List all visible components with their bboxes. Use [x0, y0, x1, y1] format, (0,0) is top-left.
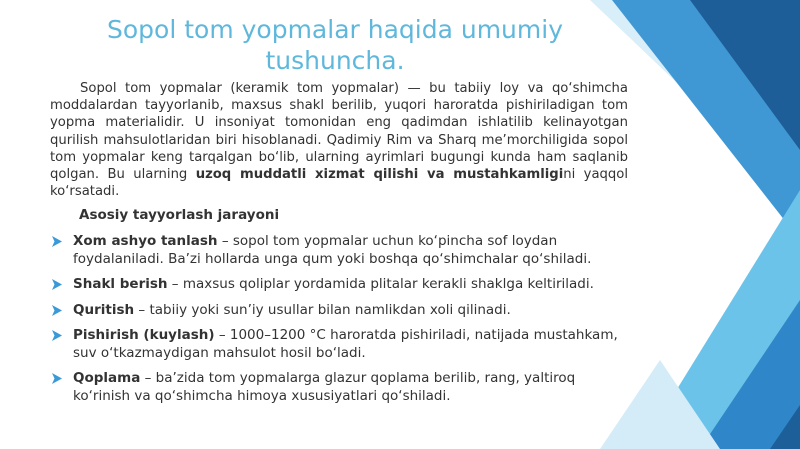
intro-paragraph	[50, 80, 628, 200]
step-term: Quritish	[73, 301, 135, 318]
slide-title	[60, 14, 610, 76]
arrow-bullet-icon	[52, 330, 62, 341]
step-term: Qoplama	[73, 370, 141, 386]
subheading: Asosiy tayyorlash jarayoni	[79, 207, 280, 223]
step-desc: – tabiiy yoki sun’iy usullar bilan namlikdan xoli qilinadi.	[134, 301, 511, 318]
list-item	[50, 233, 630, 268]
title-line-1: Sopol tom yopmalar haqida umumiy	[107, 15, 563, 44]
list-item	[50, 276, 630, 294]
list-item	[50, 302, 630, 320]
process-steps-list	[50, 233, 630, 413]
intro-text-end: ni yaqqol ko‘rsatadi.	[50, 167, 629, 200]
title-line-2: tushuncha.	[265, 46, 405, 75]
list-item	[50, 327, 630, 362]
step-term: Xom ashyo tanlash	[73, 233, 218, 249]
arrow-bullet-icon	[52, 305, 62, 316]
step-desc: – ba’zida tom yopmalarga glazur qoplama berilib, rang, yaltiroq ko‘rinish va qo‘shimcha himoya xususiyatlari qo‘shiladi.	[73, 370, 576, 404]
step-term: Shakl berish	[73, 276, 168, 292]
step-term: Pishirish (kuylash)	[73, 327, 215, 343]
step-desc: – sopol tom yopmalar uchun ko‘pincha sof loydan foydalaniladi. Ba’zi hollarda unga qum yoki boshqa qo‘shimchalar qo‘shiladi.	[73, 233, 592, 267]
step-desc: – maxsus qoliplar yordamida plitalar kerakli shaklga keltiriladi.	[167, 276, 594, 292]
step-desc: – 1000–1200 °C haroratda pishiriladi, natijada mustahkam, suv o‘tkazmaydigan mahsulot hosil bo‘ladi.	[73, 327, 618, 361]
intro-bold-text: uzoq muddatli xizmat qilishi va mustahkamligi	[195, 167, 564, 183]
arrow-bullet-icon	[52, 236, 62, 247]
arrow-bullet-icon	[52, 279, 62, 290]
intro-text: Sopol tom yopmalar (keramik tom yopmalar) — bu tabiiy loy va qo‘shimcha moddalardan tayyorlanib, maxsus shakl berilib, yuqori haroratda pishiriladigan tom yopma materialidir. U insoniyat tomonidan eng qadimdan ishlatilib kelinayotgan qurilish mahsulotlaridan biri hisoblanadi. Qadimiy Rim va Sharq me’morchiligida sopol tom yopmalar keng tarqalgan bo‘lib, ularning ayrimlari bugungi kunda ham saqlanib qolgan. Bu ularning	[50, 81, 628, 183]
arrow-bullet-icon	[52, 373, 62, 384]
list-item	[50, 370, 630, 405]
